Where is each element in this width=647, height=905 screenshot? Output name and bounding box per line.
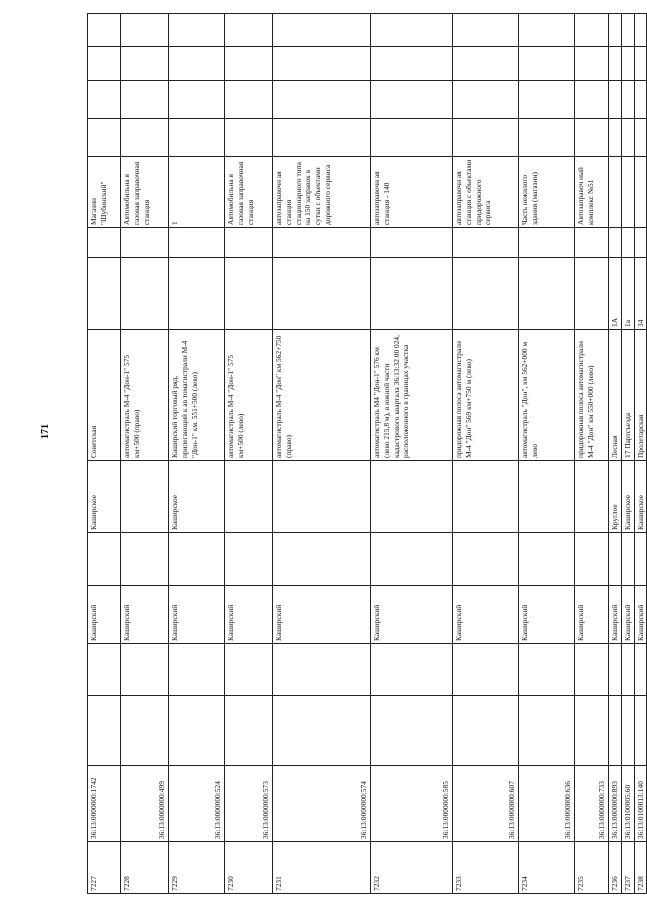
empty-cell [519, 533, 575, 586]
object-name-text: Автомобильна я газовая заправочная станция [122, 161, 151, 225]
street-text: автомагистраль М-4 "Дон-1" 575 км+500 (право) [122, 354, 141, 458]
row-number-text: 7234 [520, 876, 529, 891]
object-name-text: 1 [170, 221, 179, 225]
street-text: автомагистраль М-4 "Дон-1" 575 км+500 (лево) [226, 354, 245, 458]
registry-table-area [87, 14, 645, 894]
empty-cell [121, 696, 169, 766]
empty-cell [169, 228, 225, 258]
empty-cell [609, 696, 622, 766]
district-text: Каширский [635, 604, 645, 641]
row-number-cell [634, 842, 647, 894]
house-number-text: 1а [622, 320, 632, 327]
village-cell [621, 461, 634, 533]
empty-cell [273, 533, 371, 586]
empty-cell [621, 533, 634, 586]
village-cell [609, 461, 622, 533]
cadastral-number-text: 36:13:0000000:1742 [89, 777, 98, 839]
empty-cell [121, 47, 169, 81]
empty-cell [88, 47, 121, 81]
empty-cell [575, 644, 609, 696]
empty-cell [169, 696, 225, 766]
district-cell [225, 586, 273, 644]
empty-cell [88, 228, 121, 258]
empty-cell [453, 119, 519, 157]
empty-cell [371, 119, 453, 157]
empty-cell [575, 14, 609, 47]
house-number-text: 34 [635, 319, 645, 327]
cadastral-number-text: 36:13:0100013:140 [635, 781, 645, 839]
street-cell [519, 330, 575, 461]
street-cell [609, 330, 622, 461]
empty-cell [88, 81, 121, 119]
cadastral-number-cell [621, 766, 634, 842]
row-number-cell [88, 842, 121, 894]
district-text: Каширский [122, 604, 131, 641]
empty-cell [634, 47, 647, 81]
object-name-cell [169, 157, 225, 228]
empty-cell [621, 14, 634, 47]
empty-cell [225, 644, 273, 696]
empty-cell [88, 533, 121, 586]
district-cell [609, 586, 622, 644]
village-cell [371, 461, 453, 533]
object-name-cell [225, 157, 273, 228]
empty-cell [225, 81, 273, 119]
table-body [88, 14, 647, 894]
empty-cell [273, 644, 371, 696]
empty-cell [519, 14, 575, 47]
empty-cell [519, 81, 575, 119]
empty-cell [609, 228, 622, 258]
district-text: Каширский [170, 604, 179, 641]
cadastral-number-cell [609, 766, 622, 842]
empty-cell [453, 14, 519, 47]
cadastral-number-text: 36:13:0000000:585 [441, 781, 451, 839]
street-text: 17 Партсъезда [622, 412, 632, 458]
village-cell [273, 461, 371, 533]
village-text: Каширское [170, 494, 179, 530]
property-registry-table [87, 13, 647, 894]
empty-cell [621, 644, 634, 696]
empty-cell [453, 81, 519, 119]
empty-cell [121, 228, 169, 258]
row-number-text: 7228 [122, 876, 131, 891]
object-name-cell [273, 157, 371, 228]
district-text: Каширский [622, 604, 632, 641]
empty-cell [225, 14, 273, 47]
district-cell [273, 586, 371, 644]
table-row [453, 14, 519, 894]
empty-cell [634, 644, 647, 696]
row-number-cell [225, 842, 273, 894]
empty-cell [609, 14, 622, 47]
village-text: Каширское [622, 494, 632, 530]
empty-cell [519, 47, 575, 81]
district-text: Каширский [520, 604, 529, 641]
house-number-cell [453, 258, 519, 330]
cadastral-number-cell [88, 766, 121, 842]
empty-cell [121, 644, 169, 696]
cadastral-number-cell [273, 766, 371, 842]
empty-cell [621, 119, 634, 157]
street-text: придорожная полоса автомагистрали М-4 "Дон" км 550+000 (лево) [576, 341, 595, 458]
table-row [621, 14, 634, 894]
district-cell [453, 586, 519, 644]
table-row [371, 14, 453, 894]
street-cell [453, 330, 519, 461]
row-number-cell [169, 842, 225, 894]
village-cell [225, 461, 273, 533]
table-row [634, 14, 647, 894]
object-name-text: автозаправочн ая станция с объектами придорожного сервиса [454, 159, 493, 225]
village-cell [169, 461, 225, 533]
row-number-cell [609, 842, 622, 894]
empty-cell [519, 644, 575, 696]
district-text: Каширский [454, 604, 463, 641]
empty-cell [634, 696, 647, 766]
house-number-cell [225, 258, 273, 330]
district-cell [88, 586, 121, 644]
district-cell [169, 586, 225, 644]
street-cell [634, 330, 647, 461]
empty-cell [225, 696, 273, 766]
empty-cell [169, 119, 225, 157]
street-cell [121, 330, 169, 461]
empty-cell [88, 696, 121, 766]
empty-cell [634, 14, 647, 47]
empty-cell [88, 119, 121, 157]
house-number-cell [121, 258, 169, 330]
house-number-cell [273, 258, 371, 330]
empty-cell [519, 119, 575, 157]
empty-cell [225, 47, 273, 81]
empty-cell [121, 14, 169, 47]
table-row [519, 14, 575, 894]
table-row [273, 14, 371, 894]
empty-cell [169, 14, 225, 47]
empty-cell [371, 47, 453, 81]
row-number-text: 7229 [170, 876, 179, 891]
empty-cell [88, 644, 121, 696]
row-number-text: 7232 [372, 876, 381, 891]
empty-cell [273, 81, 371, 119]
row-number-cell [519, 842, 575, 894]
empty-cell [371, 533, 453, 586]
district-text: Каширский [226, 604, 235, 641]
empty-cell [634, 119, 647, 157]
street-text: Лесная [610, 435, 619, 458]
empty-cell [634, 81, 647, 119]
empty-cell [453, 644, 519, 696]
house-number-cell [88, 258, 121, 330]
district-text: Каширский [610, 604, 619, 641]
row-number-text: 7231 [274, 876, 283, 891]
street-cell [621, 330, 634, 461]
house-number-cell [575, 258, 609, 330]
house-number-cell [609, 258, 622, 330]
cadastral-number-cell [575, 766, 609, 842]
row-number-text: 7235 [576, 876, 585, 891]
district-cell [519, 586, 575, 644]
empty-cell [169, 644, 225, 696]
cadastral-number-text: 36:13:0000000:524 [213, 781, 223, 839]
empty-cell [621, 81, 634, 119]
cadastral-number-cell [371, 766, 453, 842]
empty-cell [371, 228, 453, 258]
empty-cell [169, 533, 225, 586]
village-cell [519, 461, 575, 533]
row-number-text: 7237 [622, 876, 632, 891]
table-row [609, 14, 622, 894]
village-text: Каширское [635, 494, 645, 530]
empty-cell [621, 228, 634, 258]
row-number-cell [621, 842, 634, 894]
village-cell [575, 461, 609, 533]
street-cell [371, 330, 453, 461]
district-cell [371, 586, 453, 644]
street-text: Советская [89, 425, 98, 458]
cadastral-number-text: 36:13:0000000:607 [507, 781, 517, 839]
empty-cell [371, 81, 453, 119]
empty-cell [575, 81, 609, 119]
street-text: автомагистраль М-4 "Дон" км 562+750 (право) [274, 335, 293, 458]
house-number-cell [634, 258, 647, 330]
cadastral-number-text: 36:13:0000000:636 [563, 781, 573, 839]
street-text: автомагистраль "Дон", км 562+000 м лево [520, 341, 539, 458]
row-number-text: 7238 [635, 876, 645, 891]
row-number-cell [575, 842, 609, 894]
empty-cell [609, 81, 622, 119]
empty-cell [371, 696, 453, 766]
cadastral-number-cell [453, 766, 519, 842]
row-number-text: 7233 [454, 876, 463, 891]
house-number-text: 1А [610, 317, 619, 327]
cadastral-number-cell [169, 766, 225, 842]
empty-cell [621, 47, 634, 81]
district-text: Каширский [576, 604, 585, 641]
district-text: Каширский [274, 604, 283, 641]
object-name-text: автозаправочн ая станция стационарного типа на 150 заправок в сутки с объектами дорожного сервиса [274, 162, 332, 225]
district-text: Каширский [372, 604, 381, 641]
cadastral-number-cell [634, 766, 647, 842]
district-text: Каширский [89, 604, 98, 641]
street-text: Пролетарская [635, 414, 645, 458]
empty-cell [453, 47, 519, 81]
page-number: 171 [40, 424, 51, 439]
empty-cell [575, 47, 609, 81]
street-cell [88, 330, 121, 461]
object-name-cell [88, 157, 121, 228]
empty-cell [575, 228, 609, 258]
row-number-cell [273, 842, 371, 894]
empty-cell [169, 47, 225, 81]
empty-cell [453, 696, 519, 766]
empty-cell [519, 228, 575, 258]
empty-cell [609, 533, 622, 586]
street-text: автомагистраль М4 "Дон-1" 576 км (лево 215,8 м), в южной части кадастрового квартала 36:13:32 00 024, расположенного в границах участка [372, 335, 411, 458]
cadastral-number-cell [519, 766, 575, 842]
empty-cell [273, 696, 371, 766]
village-text: Каширское [89, 494, 98, 530]
row-number-text: 7236 [610, 876, 619, 891]
object-name-text: Магазин "Шубинский" [89, 181, 108, 225]
district-cell [121, 586, 169, 644]
empty-cell [453, 228, 519, 258]
object-name-cell [621, 157, 634, 228]
house-number-cell [621, 258, 634, 330]
empty-cell [371, 644, 453, 696]
cadastral-number-text: 36:13:0000000:574 [359, 781, 369, 839]
village-cell [88, 461, 121, 533]
empty-cell [621, 696, 634, 766]
street-text: придорожная полоса автомагистрали М-4 "Дон" 569 км+750 м (лево) [454, 341, 473, 458]
empty-cell [519, 696, 575, 766]
object-name-cell [371, 157, 453, 228]
object-name-text: Часть нежилого здания (магазин) [520, 172, 539, 225]
street-cell [169, 330, 225, 461]
empty-cell [575, 119, 609, 157]
empty-cell [273, 47, 371, 81]
empty-cell [609, 47, 622, 81]
object-name-cell [634, 157, 647, 228]
cadastral-number-text: 36:13:0000000:573 [261, 781, 271, 839]
empty-cell [575, 533, 609, 586]
object-name-cell [575, 157, 609, 228]
empty-cell [273, 228, 371, 258]
village-cell [634, 461, 647, 533]
table-row [225, 14, 273, 894]
object-name-cell [121, 157, 169, 228]
house-number-cell [519, 258, 575, 330]
empty-cell [609, 119, 622, 157]
table-row [169, 14, 225, 894]
empty-cell [634, 533, 647, 586]
empty-cell [634, 228, 647, 258]
street-cell [273, 330, 371, 461]
empty-cell [121, 81, 169, 119]
object-name-cell [609, 157, 622, 228]
row-number-text: 7230 [226, 876, 235, 891]
object-name-cell [453, 157, 519, 228]
empty-cell [273, 14, 371, 47]
empty-cell [225, 228, 273, 258]
cadastral-number-cell [225, 766, 273, 842]
district-cell [621, 586, 634, 644]
cadastral-number-text: 36:13:0000000:733 [597, 781, 607, 839]
row-number-cell [121, 842, 169, 894]
empty-cell [121, 119, 169, 157]
district-cell [634, 586, 647, 644]
object-name-text: Автозаправоч ный комплекс №51 [576, 167, 595, 225]
empty-cell [453, 533, 519, 586]
empty-cell [169, 81, 225, 119]
empty-cell [225, 533, 273, 586]
object-name-cell [519, 157, 575, 228]
cadastral-number-text: 36:13:0000000:893 [610, 781, 619, 839]
cadastral-number-text: 36:13:0000000:499 [157, 781, 167, 839]
table-row [88, 14, 121, 894]
table-row [121, 14, 169, 894]
row-number-cell [371, 842, 453, 894]
village-cell [121, 461, 169, 533]
street-cell [225, 330, 273, 461]
street-text: Каширский торговый ряд, прилегающий к ав томагистрали М-4 "Дон-1" км. 551+500 (лево) [170, 340, 199, 458]
row-number-text: 7227 [89, 876, 98, 891]
empty-cell [88, 14, 121, 47]
object-name-text: Автомобильна я газовая заправочная станция [226, 161, 255, 225]
cadastral-number-cell [121, 766, 169, 842]
cadastral-number-text: 36:13:0100005:60 [622, 784, 632, 839]
empty-cell [273, 119, 371, 157]
empty-cell [121, 533, 169, 586]
street-cell [575, 330, 609, 461]
empty-cell [371, 14, 453, 47]
house-number-cell [169, 258, 225, 330]
rotated-table-wrapper [87, 14, 645, 894]
empty-cell [575, 696, 609, 766]
table-row [575, 14, 609, 894]
district-cell [575, 586, 609, 644]
empty-cell [609, 644, 622, 696]
house-number-cell [371, 258, 453, 330]
object-name-text: автозаправочн ая станция - 140 [372, 171, 391, 225]
empty-cell [225, 119, 273, 157]
row-number-cell [453, 842, 519, 894]
village-cell [453, 461, 519, 533]
village-text: Круглое [610, 504, 619, 530]
